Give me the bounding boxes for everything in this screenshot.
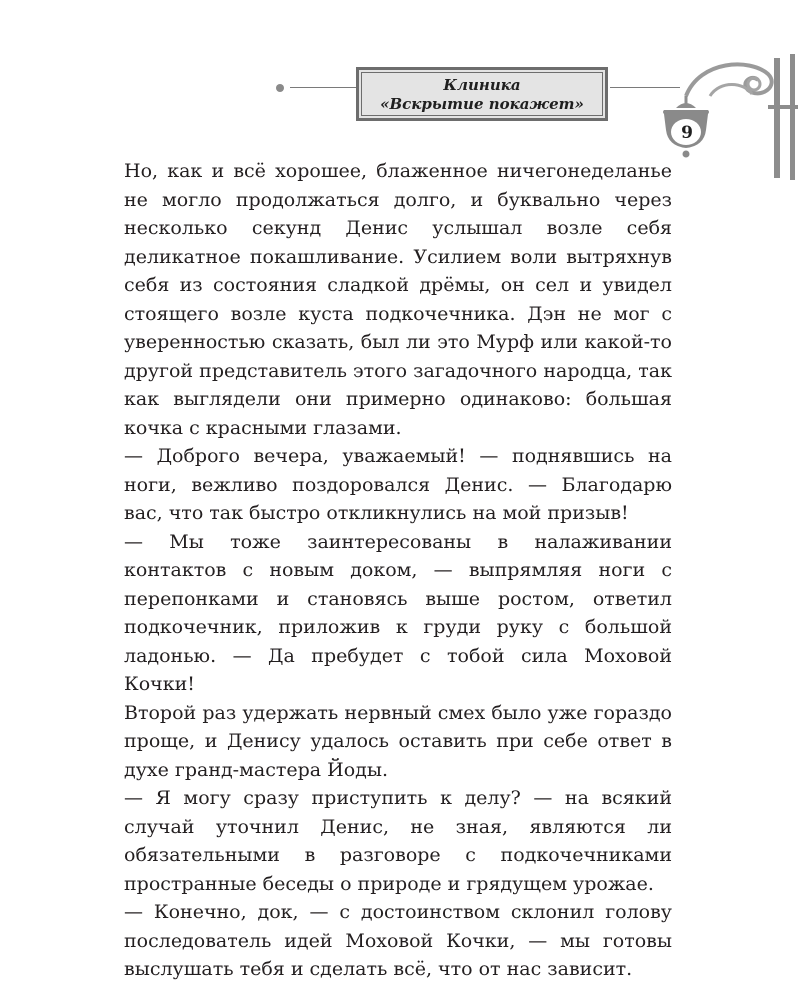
railing-bar [774, 58, 780, 178]
header-rule-dot [276, 84, 284, 92]
paragraph: Но, как и всё хорошее, блаженное ничегонеделанье не могло продолжаться долго, и буквально через несколько секунд Денис услышал возле себя деликатное покашливание. Усилием воли вытряхнув себя из состояния сладкой дрёмы, он сел и увидел стоящего возле куста подкочечника. Дэн не мог с уверенностью сказать, был ли это Мурф или какой-то другой представитель этого загадочного народца, так как выглядели они примерно одинаково: большая кочка с красными глазами. [124, 160, 672, 439]
paragraph: Второй раз удержать нервный смех было уже гораздо проще, и Денису удалось оставить при себе ответ в духе гранд-мастера Йоды. [124, 701, 672, 781]
running-title-plate [356, 67, 608, 121]
paragraph: — Конечно, док, — с достоинством склонил голову последователь идей Моховой Кочки, — мы готовы выслушать тебя и сделать всё, что от нас зависит. [124, 901, 672, 980]
header-rule-left [290, 87, 360, 88]
page-number: 9 [681, 123, 693, 143]
running-title-line-1: Клиника [443, 76, 521, 94]
lantern-finial [683, 151, 690, 158]
railing-bar [790, 54, 795, 180]
paragraph: — Доброго вечера, уважаемый! — поднявшись на ноги, вежливо поздоровался Денис. — Благодарю вас, что так быстро откликнулись на мой призыв! [124, 445, 672, 524]
lantern-cap [676, 103, 696, 108]
paragraph: — Мы тоже заинтересованы в налаживании контактов с новым доком, — выпрямляя ноги с перепонками и становясь выше ростом, ответил подкочечник, приложив к груди руку с большой ладонью. — Да пребудет с тобой сила Моховой Кочки! [124, 530, 672, 695]
railing-crossbar [768, 105, 798, 109]
running-title-line-2: «Вскрытие покажет» [380, 95, 584, 113]
paragraph: — Я могу сразу приступить к делу? — на всякий случай уточнил Денис, не зная, являются ли обязательными в разговоре с подкочечниками пространные беседы о природе и грядущем урожае. [124, 787, 672, 895]
body-text [124, 157, 672, 984]
